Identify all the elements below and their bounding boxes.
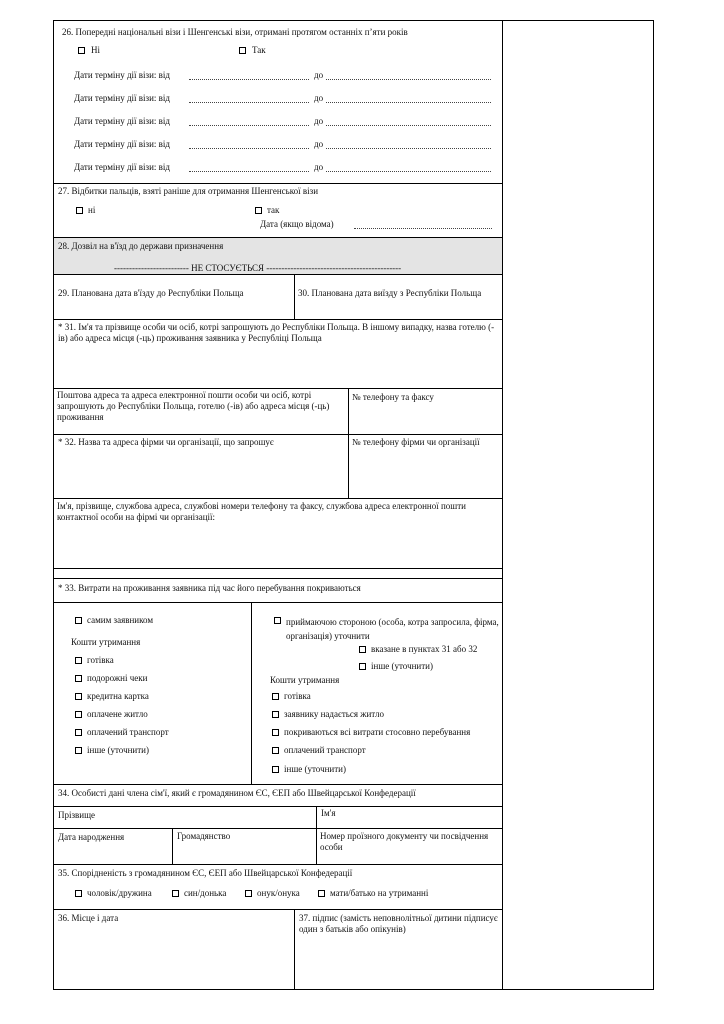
q33-left-checkbox[interactable] xyxy=(75,675,82,682)
q26-title: 26. Попередні національні візи і Шенгенські візи, отримані протягом останніх п’яти років xyxy=(62,27,408,37)
q34-document-divider xyxy=(316,828,317,864)
q26-no-checkbox[interactable] xyxy=(78,47,85,54)
q33-host-option-checkbox[interactable] xyxy=(359,663,366,670)
q33-left-checkbox[interactable] xyxy=(75,657,82,664)
q33-left-option-label: готівка xyxy=(87,655,114,665)
q36-place-date-label: 36. Місце і дата xyxy=(58,913,119,923)
q33-left-option-label: подорожні чеки xyxy=(87,673,148,683)
q33-right-option-label: інше (уточнити) xyxy=(284,764,346,774)
q26-date-to-field[interactable] xyxy=(326,117,491,126)
q33-right-checkbox[interactable] xyxy=(272,711,279,718)
section-divider xyxy=(54,388,502,389)
q33-left-checkbox[interactable] xyxy=(75,729,82,736)
q26-date-to-label: до xyxy=(314,139,324,149)
q29-entry-date-label: 29. Планована дата в'їзду до Республіки Польща xyxy=(58,288,244,298)
q35-relation-label: мати/батько на утриманні xyxy=(330,888,429,898)
q33-means-right-label: Кошти утримання xyxy=(270,675,340,685)
q33-title: * 33. Витрати на проживання заявника під час його перебування покриваються xyxy=(58,583,361,593)
q33-left-checkbox[interactable] xyxy=(75,711,82,718)
q33-left-checkbox[interactable] xyxy=(75,747,82,754)
q33-right-option-label: заявнику надається житло xyxy=(284,709,384,719)
section-divider xyxy=(54,568,502,569)
q26-date-to-field[interactable] xyxy=(326,140,491,149)
section-divider xyxy=(54,784,502,785)
q33-right-option-label: готівка xyxy=(284,691,311,701)
q27-title: 27. Відбитки пальців, взяті раніше для отримання Шенгенської візи xyxy=(58,186,319,196)
q26-date-to-label: до xyxy=(314,70,324,80)
q34-name-label: Ім'я xyxy=(321,808,336,818)
q26-date-from-label: Дати терміну дії візи: від xyxy=(74,116,170,126)
q33-host-option-checkbox[interactable] xyxy=(359,646,366,653)
q33-left-option-label: кредитна картка xyxy=(87,691,149,701)
q33-right-option-label: покриваються всі витрати стосовно перебування xyxy=(284,727,471,737)
q35-relation-label: син/донька xyxy=(184,888,227,898)
q27-no-label: ні xyxy=(88,205,96,215)
section-divider xyxy=(54,183,502,184)
q28-title: 28. Дозвіл на в'їзд до держави призначення xyxy=(58,241,224,251)
section-divider xyxy=(54,434,502,435)
section-divider xyxy=(54,274,502,275)
q26-date-to-field[interactable] xyxy=(326,94,491,103)
section-divider xyxy=(54,498,502,499)
q34-title: 34. Особисті дані члена сім'ї, який є громадянином ЄС, ЄЕП або Швейцарської Конфедерації xyxy=(58,788,416,798)
q33-left-option-label: інше (уточнити) xyxy=(87,745,149,755)
q26-date-from-field[interactable] xyxy=(189,117,309,126)
q26-date-to-label: до xyxy=(314,93,324,103)
q32-phone-divider xyxy=(348,434,349,498)
q33-host-checkbox[interactable] xyxy=(274,617,281,624)
q26-date-from-label: Дати терміну дії візи: від xyxy=(74,93,170,103)
q31-phone-label: № телефону та факсу xyxy=(352,392,434,402)
q34-surname-label: Прізвище xyxy=(58,810,96,820)
q34-name-divider xyxy=(316,806,317,828)
q37-signature-label: 37. підпис (замість неповнолітньої дитини підписує один з батьків або опікунів) xyxy=(299,913,498,934)
q35-relation-label: чоловік/дружина xyxy=(87,888,152,898)
q26-date-from-field[interactable] xyxy=(189,71,309,80)
q33-right-checkbox[interactable] xyxy=(272,747,279,754)
q33-left-option-label: оплачене житло xyxy=(87,709,148,719)
q33-host-label: приймаючою стороною (особа, котра запросила, фірма, організація) уточнити xyxy=(286,617,499,641)
q35-relation-checkbox[interactable] xyxy=(245,890,252,897)
section-divider xyxy=(54,578,502,579)
right-column-divider xyxy=(502,21,503,989)
q35-title: 35. Спорідненість з громадянином ЄС, ЄЕП або Швейцарської Конфедерації xyxy=(58,868,353,878)
q26-date-from-field[interactable] xyxy=(189,140,309,149)
q28-not-applicable: ------------------------- НЕ СТОСУЄТЬСЯ --------------------------------------------- xyxy=(114,263,402,273)
q31-address-label: Поштова адреса та адреса електронної пошти особи чи осіб, котрі запрошують до Республіки Польща, готелю (-ів) або адреса місця (-ць) проживання xyxy=(57,390,330,422)
q33-host-option-label: інше (уточнити) xyxy=(371,661,433,671)
q33-host-option-label: вказане в пунктах 31 або 32 xyxy=(371,644,478,654)
section-divider xyxy=(54,909,502,910)
q34-citizenship-divider xyxy=(172,828,173,864)
q33-means-left-label: Кошти утримання xyxy=(71,637,141,647)
q31-title: * 31. Ім'я та прізвище особи чи осіб, котрі запрошують до Республіки Польща. В іншому випадку, назва готелю (-ів) або адреса місця (-ць) проживання заявника у Республіці Польща xyxy=(58,322,495,343)
q26-date-from-field[interactable] xyxy=(189,94,309,103)
q27-date-field[interactable] xyxy=(354,220,492,229)
q30-exit-date-label: 30. Планована дата виїзду з Республіки Польща xyxy=(298,288,482,298)
q33-left-checkbox[interactable] xyxy=(75,693,82,700)
q26-yes-label: Так xyxy=(252,45,266,55)
q26-date-from-label: Дати терміну дії візи: від xyxy=(74,162,170,172)
q36-q37-divider xyxy=(294,909,295,989)
q35-relation-checkbox[interactable] xyxy=(318,890,325,897)
q31-phone-divider xyxy=(348,388,349,434)
section-divider xyxy=(54,864,502,865)
q33-left-option-label: оплачений транспорт xyxy=(87,727,169,737)
q32-contact-label: Ім'я, прізвище, службова адреса, службові номери телефону та факсу, службова адреса електронної пошти контактної особи на фірмі чи організації: xyxy=(57,501,466,522)
q35-relation-label: онук/онука xyxy=(257,888,300,898)
q33-right-option-label: оплачений транспорт xyxy=(284,745,366,755)
q27-yes-checkbox[interactable] xyxy=(255,207,262,214)
q35-relation-checkbox[interactable] xyxy=(75,890,82,897)
q34-citizenship-label: Громадянство xyxy=(177,831,231,841)
q35-relation-checkbox[interactable] xyxy=(172,890,179,897)
q26-yes-checkbox[interactable] xyxy=(239,47,246,54)
q32-phone-label: № телефону фірми чи організації xyxy=(352,437,480,447)
visa-application-form xyxy=(53,20,654,990)
q26-no-label: Ні xyxy=(91,45,100,55)
q27-date-label: Дата (якщо відома) xyxy=(260,219,334,229)
q32-title: * 32. Назва та адреса фірми чи організації, що запрошує xyxy=(58,437,274,447)
q26-date-to-field[interactable] xyxy=(326,163,491,172)
section-divider xyxy=(54,319,502,320)
q29-q30-divider xyxy=(294,274,295,319)
q27-no-checkbox[interactable] xyxy=(76,207,83,214)
q33-column-divider xyxy=(251,602,252,784)
q34-birth-label: Дата народження xyxy=(58,832,125,842)
q33-right-checkbox[interactable] xyxy=(272,729,279,736)
section-divider xyxy=(54,806,502,807)
q26-date-from-field[interactable] xyxy=(189,163,309,172)
q26-date-to-field[interactable] xyxy=(326,71,491,80)
q33-right-checkbox[interactable] xyxy=(272,693,279,700)
q26-date-to-label: до xyxy=(314,162,324,172)
q26-date-from-label: Дати терміну дії візи: від xyxy=(74,70,170,80)
q27-yes-label: так xyxy=(267,205,280,215)
section-divider xyxy=(54,828,502,829)
q34-document-label: Номер проїзного документу чи посвідчення особи xyxy=(320,831,489,852)
q33-self-label: самим заявником xyxy=(87,615,154,625)
q33-self-checkbox[interactable] xyxy=(75,617,82,624)
q26-date-from-label: Дати терміну дії візи: від xyxy=(74,139,170,149)
section-divider xyxy=(54,602,502,603)
q33-right-checkbox[interactable] xyxy=(272,766,279,773)
q26-date-to-label: до xyxy=(314,116,324,126)
